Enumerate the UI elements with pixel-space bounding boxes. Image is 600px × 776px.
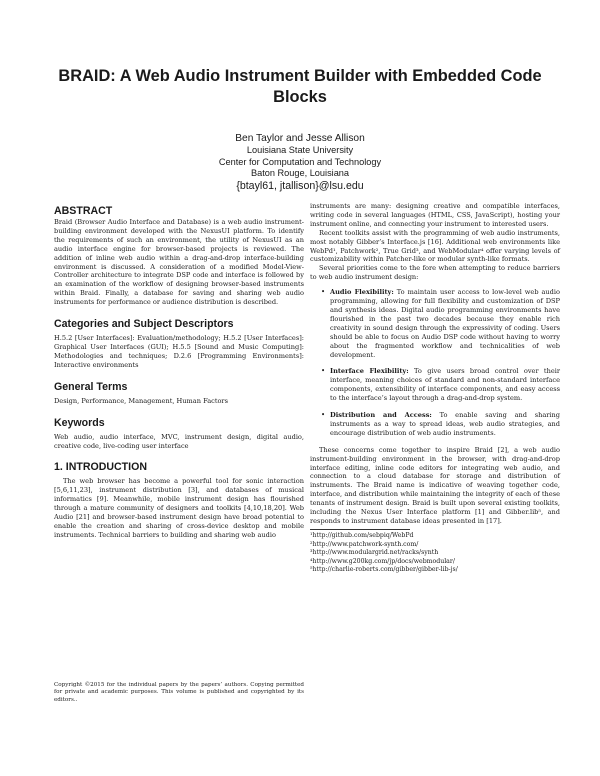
footnote-divider — [310, 529, 410, 530]
list-item-title: Audio Flexibility: — [330, 288, 394, 297]
general-terms-text: Design, Performance, Management, Human Factors — [54, 396, 228, 405]
affiliation-line: Louisiana State University — [246, 145, 354, 155]
body-paragraph: instruments are many: designing creative and compatible interfaces, writing code in several languages (HTML, CSS, JavaScript), hosting your instrument online, and connecting your instrument to interested users. — [310, 202, 560, 228]
abstract-text: Braid (Browser Audio Interface and Database) is a web audio instrument-building environment developed with the NexusUI platform. To identify the requirements of such an environment, the utility of NexusUI as an audio interface engine for browser-based projects is reviewed. The addition of inline web audio within a drag-and-drop interface-building environment is discussed. A consideration of a modified Model-View-Controller architecture to integrate DSP code and interface is followed by an examination of the workflow of designing browser-based instruments within Braid. Finally, a database for saving and sharing web audio instruments for performance or audience distribution is described. — [54, 218, 304, 307]
priority-list — [310, 288, 560, 438]
bullet-icon: • — [321, 367, 326, 376]
introduction-text: The web browser has become a powerful tool for sonic interaction [5,6,11,23], instrument distribution [3], and databases of musical informatics [9]. Meanwhile, mobile instrument design has flourished through a mature community of designers and toolkits [4,10,18,20]. Web Audio [21] and browser-based instrument design have broad potential to enable the creation and sharing of cross-device desktop and mobile instruments. Technical barriers to building and sharing web audio — [54, 477, 304, 539]
list-item-text: To give users broad control over their interface, meaning choices of standard and non-standard interface components, extensibility of interface components, and easy access to the interface’s layout through a drag-and-drop system. — [330, 367, 560, 403]
list-item-title: Distribution and Access: — [330, 411, 432, 420]
categories-heading: Categories and Subject Descriptors — [54, 318, 234, 331]
bullet-icon: • — [321, 288, 326, 297]
affiliation-line: Center for Computation and Technology — [218, 156, 382, 167]
footnote[interactable]: ³http://www.modulargrid.net/racks/synth — [310, 549, 439, 557]
body-paragraph: Recent toolkits assist with the programming of web audio instruments, most notably Gibber’s Interface.js [16]. Additional web environments like WebPd¹, Patchwork², True Grid³, and WebModular⁴ offer varying levels of customizability within Patcher-like or modular synth-like formats. — [310, 228, 560, 264]
author-emails: {btayl61, jtallison}@lsu.edu — [236, 179, 364, 192]
list-item — [310, 288, 560, 359]
general-terms-heading: General Terms — [54, 380, 128, 393]
left-column — [54, 205, 304, 540]
author-block — [100, 132, 500, 193]
body-paragraph: Several priorities come to the fore when attempting to reduce barriers to web audio instrument design: — [310, 264, 560, 282]
author-names: Ben Taylor and Jesse Allison — [235, 133, 365, 144]
list-item — [310, 411, 560, 438]
introduction-heading: 1. INTRODUCTION — [54, 461, 147, 474]
affiliation-line: Baton Rouge, Louisiana — [250, 168, 350, 179]
footnote[interactable]: ¹http://github.com/sebpiq/WebPd — [310, 531, 414, 539]
right-column — [310, 202, 560, 575]
copyright-notice: Copyright ©2015 for the individual papers by the papers’ authors. Copying permitted for private and academic purposes. This volume is published and copyrighted by its editors.. — [54, 682, 304, 703]
list-item-text: To enable saving and sharing instruments as a way to spread ideas, web audio strategies, and encourage distribution of web audio instruments. — [330, 411, 561, 437]
list-item — [310, 367, 560, 403]
bullet-icon: • — [321, 411, 326, 420]
paper-title: BRAID: A Web Audio Instrument Builder with Embedded Code Blocks — [58, 67, 542, 106]
footnote[interactable]: ⁵http://charlie-roberts.com/gibber/gibber-lib-js/ — [310, 566, 458, 574]
body-paragraph: These concerns come together to inspire Braid [2], a web audio instrument-building environment in the browser, with drag-and-drop interface editing, inline code editors for integrating web audio, and connection to a cloud database for storage and distribution of instruments. The Braid name is indicative of weaving together code, interface, and distribution while maintaining the integrity of each of these tenants of instrument design. Braid is built upon several existing toolkits, including the Nexus User Interface platform [1] and Gibber.lib⁵, and responds to instrument database ideas presented in [17]. — [310, 445, 560, 525]
footnote[interactable]: ⁴http://www.g200kg.com/jp/docs/webmodular/ — [310, 557, 455, 565]
list-item-text: To maintain user access to low-level web audio programming, allowing for full flexibility and customization of DSP and synthesis ideas. Digital audio programming environments have flourished in the past two decades because they enable rich creativity in sound design through the expressivity of coding. Users should be able to focus on Audio DSP code without having to worry about the fragmented workflow and technicalities of web development. — [330, 288, 560, 359]
categories-text: H.5.2 [User Interfaces]: Evaluation/methodology; H.5.2 [User Interfaces]: Graphical User Interfaces (GUI); H.5.5 [Sound and Music Computing]: Methodologies and techniques; D.2.6 [Programming Environments]: Interactive environments — [54, 334, 304, 369]
abstract-heading: ABSTRACT — [54, 205, 113, 217]
keywords-text: Web audio, audio interface, MVC, instrument design, digital audio, creative code, live-coding user interface — [54, 432, 304, 450]
keywords-heading: Keywords — [54, 416, 105, 429]
footnote[interactable]: ²http://www.patchwork-synth.com/ — [310, 540, 419, 548]
list-item-title: Interface Flexibility: — [330, 367, 409, 376]
